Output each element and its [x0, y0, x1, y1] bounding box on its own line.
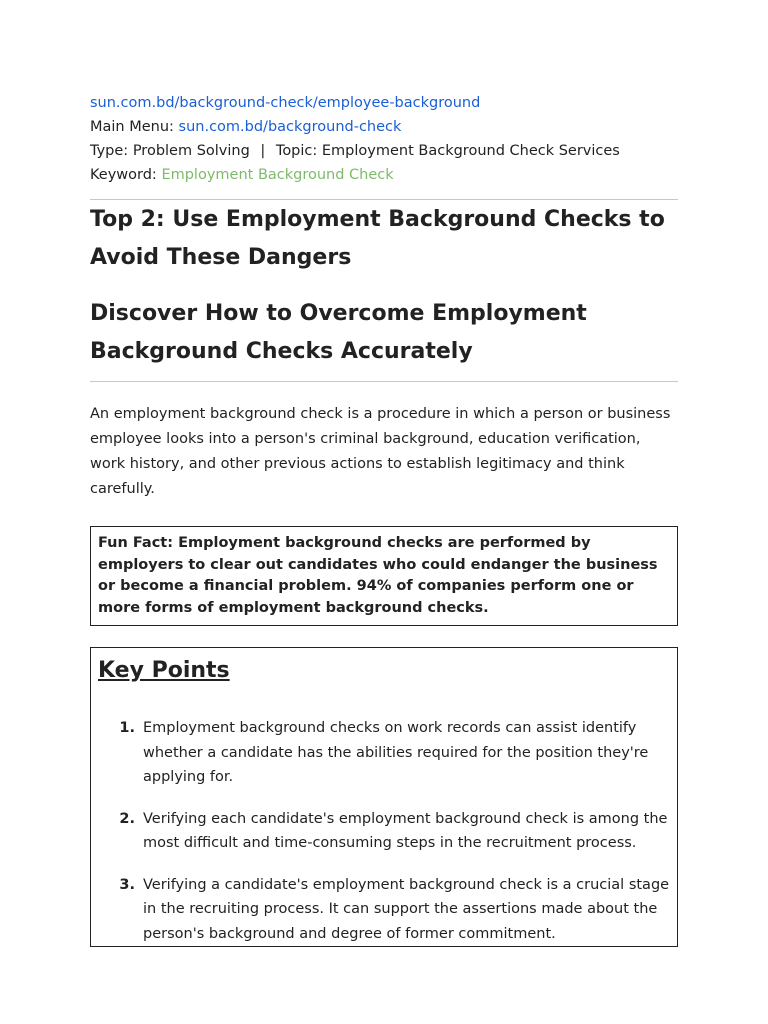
key-points-heading: Key Points [98, 658, 230, 683]
list-item [98, 716, 670, 790]
keyword-label: Keyword: [90, 167, 157, 183]
key-points-list [98, 716, 670, 946]
type-label: Type: [90, 143, 129, 159]
topic-value: Employment Background Check Services [321, 143, 620, 159]
page-title: Top 2: Use Employment Background Checks to Avoid These Dangers [90, 207, 665, 270]
topic-label: Topic: [275, 143, 318, 159]
list-item-number: 2. [119, 810, 135, 827]
url-line [90, 91, 678, 115]
keyword-line [90, 163, 678, 187]
key-points-box [90, 647, 678, 947]
divider-top [90, 199, 678, 200]
keyword-link[interactable]: Employment Background Check [161, 167, 394, 183]
type-value: Problem Solving [132, 143, 250, 159]
main-menu-line [90, 115, 678, 139]
page-subtitle: Discover How to Overcome Employment Background Checks Accurately [90, 301, 587, 364]
type-topic-line [90, 139, 678, 163]
fun-fact-box: Fun Fact: Employment background checks are performed by employers to clear out candidates who could endanger the business or become a financial problem. 94% of companies perform one or more forms of employment background checks. [90, 526, 678, 626]
list-item [98, 873, 670, 947]
list-item-text: Verifying a candidate's employment background check is a crucial stage in the recruiting process. It can support the assertions made about the person's background and degree of former commitment. [143, 876, 670, 942]
list-item-number: 3. [119, 876, 135, 893]
separator: | [260, 143, 266, 159]
list-item-text: Verifying each candidate's employment background check is among the most difficult and time-consuming steps in the recruitment process. [143, 810, 668, 851]
main-menu-label: Main Menu: [90, 119, 174, 135]
list-item-text: Employment background checks on work records can assist identify whether a candidate has the abilities required for the position they're applying for. [143, 720, 649, 785]
list-item [98, 807, 670, 856]
main-menu-link[interactable]: sun.com.bd/background-check [178, 119, 402, 135]
document-page [90, 91, 678, 947]
list-item-number: 1. [119, 720, 135, 736]
intro-paragraph: An employment background check is a procedure in which a person or business employee looks into a person's criminal background, education verification, work history, and other previous actions to establish legitimacy and think carefully. [90, 406, 671, 497]
divider-bottom [90, 381, 678, 382]
page-url-link[interactable]: sun.com.bd/background-check/employee-background [90, 95, 481, 111]
